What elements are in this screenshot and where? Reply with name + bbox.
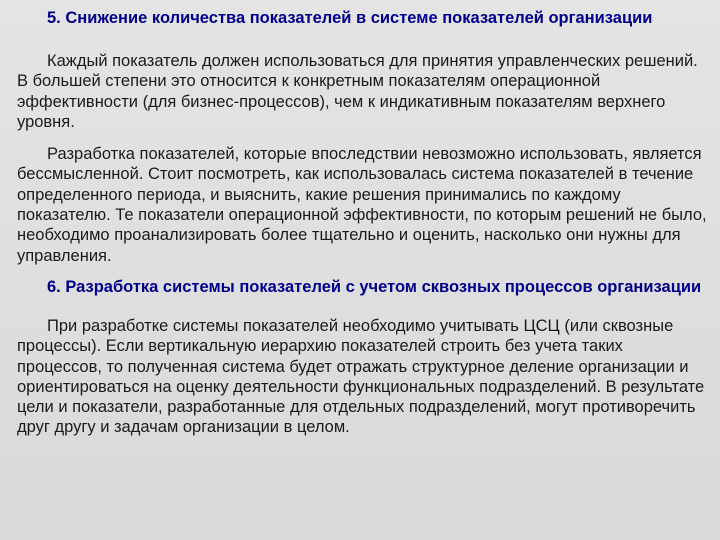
section-5-heading: 5. Снижение количества показателей в системе показателей организации <box>47 9 653 27</box>
section-6-heading: 6. Разработка системы показателей с учетом сквозных процессов организации <box>47 277 702 296</box>
section-5-paragraph-2: Разработка показателей, которые впоследствии невозможно использовать, является бессмысленной. Стоит посмотреть, как использовалась система показателей в течение определенного периода, и выяснить, какие решения принимались по каждому показателю. Те показатели операционной эффективности, по которым решений не было, необходимо проанализировать более тщательно и оценить, насколько они нужны для управления. <box>17 145 707 265</box>
section-5-paragraph-1: Каждый показатель должен использоваться для принятия управленческих решений. В большей степени это относится к конкретным показателям операционной эффективности (для бизнес-процессов), чем к индикативным показателям верхнего уровня. <box>17 52 698 131</box>
slide-content <box>17 8 709 438</box>
section-6-paragraph-1: При разработке системы показателей необходимо учитывать ЦСЦ (или сквозные процессы). Если вертикальную иерархию показателей строить без учета таких процессов, то полученная система будет отражать структурное деление организации и ориентироваться на оценку деятельности функциональных подразделений. В результате цели и показатели, разработанные для отдельных подразделений, могут противоречить друг другу и задачам организации в целом. <box>17 316 705 437</box>
